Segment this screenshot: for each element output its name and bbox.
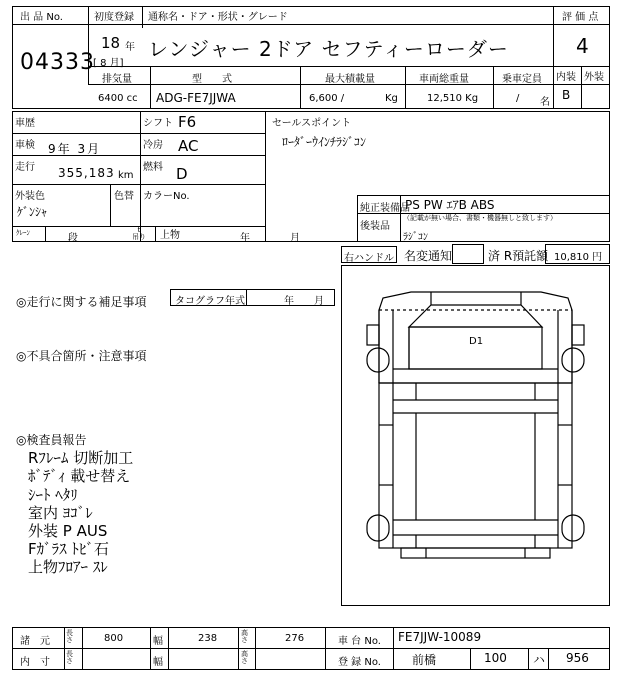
aftermarket-label: 後装品	[360, 221, 390, 232]
first-reg-label: 初度登録	[94, 12, 134, 23]
truck-top-view-diagram	[341, 265, 610, 606]
shift-value: F6	[178, 113, 197, 131]
driving-notes-label: ◎走行に関する補足事項	[16, 295, 147, 309]
capacity-label: 乗車定員	[502, 74, 542, 85]
tachograph-date: 年 月	[284, 296, 324, 307]
defects-label: ◎不具合箇所・注意事項	[16, 349, 147, 363]
mileage-label: 走行	[15, 162, 35, 173]
width-label: 幅	[153, 636, 163, 647]
grade-value: 4	[576, 34, 589, 58]
inspector-line: 上物ﾌﾛｱｰ ｽﾚ	[28, 558, 108, 576]
crane-hook: t 吊り	[132, 226, 146, 241]
inspection-label: 車検	[15, 140, 35, 151]
lot-no-label: 出 品 No.	[20, 12, 63, 23]
registration-label: 登 録 No.	[338, 657, 381, 668]
fuel-value: D	[176, 165, 188, 183]
color-code-label: カラーNo.	[143, 191, 190, 202]
inspector-line: ﾎﾞﾃﾞｨ 載せ替え	[28, 467, 131, 485]
inner-length-label: 長さ	[66, 650, 73, 665]
inspector-line: Fｶﾞﾗｽ ﾄﾋﾞ石	[28, 540, 109, 558]
history-label: 車歴	[15, 118, 35, 129]
max-load-value: 6,600 /	[309, 93, 345, 104]
inspector-line: Rﾌﾚｰﾑ 切断加工	[28, 449, 134, 467]
width-value: 238	[198, 633, 218, 644]
model-label: 型 式	[192, 74, 232, 85]
inspector-line: 外装 P AUS	[28, 522, 108, 540]
recycle-label: 済 R預託額	[488, 249, 549, 263]
lot-no-value: 04333	[20, 50, 95, 75]
length-label: 長さ	[66, 629, 73, 644]
inspector-report-label: ◎検査員報告	[16, 433, 87, 447]
chassis-value: FE7JJW-10089	[398, 630, 482, 644]
max-load-unit: Kg	[385, 93, 398, 104]
max-load-label: 最大積載量	[325, 74, 375, 85]
inner-width-label: 幅	[153, 657, 163, 668]
interior-grade: B	[562, 88, 571, 102]
dimensions-label: 諸 元	[20, 636, 50, 647]
shift-label: シフト	[143, 118, 173, 129]
registration-class: 100	[484, 651, 507, 665]
recycle-amount: 10,810 円	[554, 252, 603, 263]
sales-point-label: セールスポイント	[272, 118, 352, 129]
reg-year: 18	[101, 34, 121, 52]
color-label: 外装色	[15, 191, 45, 202]
interior-label: 内装	[556, 72, 576, 83]
inspection-value: 9年 3月	[48, 142, 102, 156]
inspector-line: 室内 ﾖｺﾞﾚ	[28, 504, 93, 522]
upholstery-label: 上物	[160, 230, 180, 241]
inner-dimensions-label: 内 寸	[20, 657, 50, 668]
aircon-value: AC	[178, 137, 199, 155]
crane-stage: 段	[68, 233, 78, 244]
capacity-unit: 名	[540, 97, 550, 108]
upholstery-date: 年 月	[240, 233, 300, 244]
mileage-value: 355,183	[58, 166, 115, 180]
aftermarket-note: （記載が無い場合、書類・機器無しと致します）	[403, 214, 557, 222]
exterior-label: 外装	[584, 72, 604, 83]
reg-month: [ 8 月]	[93, 58, 124, 69]
damage-mark-d1: D1	[469, 336, 484, 347]
mileage-unit: km	[118, 170, 134, 181]
name-change-label: 名変通知	[404, 249, 453, 263]
inspector-line: ｼｰﾄ ﾍﾀﾘ	[28, 486, 78, 504]
gross-weight-value: 12,510 Kg	[427, 93, 479, 104]
displacement-label: 排気量	[102, 74, 132, 85]
displacement-value: 6400 cc	[98, 93, 138, 104]
standard-equipment-label: 純正装備品	[360, 203, 410, 214]
height-value: 276	[285, 633, 305, 644]
aircon-label: 冷房	[143, 140, 163, 151]
reg-year-unit: 年	[125, 42, 135, 53]
crane-label: ｸﾚｰﾝ	[16, 229, 30, 237]
color-value: ｹﾞﾝｼｬ	[17, 205, 48, 219]
color-no-label: 色替	[114, 191, 134, 202]
name-change-box	[452, 244, 484, 264]
length-value: 800	[104, 633, 124, 644]
height-label: 高さ	[241, 629, 248, 644]
fuel-label: 燃料	[143, 162, 163, 173]
capacity-value: /	[516, 93, 520, 104]
steering-value: 右ハンドル	[344, 253, 394, 264]
tachograph-label: タコグラフ年式	[175, 296, 245, 307]
model-value: ADG-FE7JJWA	[156, 91, 236, 105]
gross-weight-label: 車両総重量	[419, 74, 469, 85]
registration-number: 956	[566, 651, 589, 665]
sales-point-text: ﾛｰﾀﾞｰｳｲﾝﾁﾗｼﾞｺﾝ	[282, 135, 367, 149]
registration-area: 前橋	[412, 653, 437, 667]
title-label: 通称名・ドア・形状・グレード	[148, 12, 288, 23]
grade-label: 評 価 点	[562, 12, 599, 23]
registration-kana: ハ	[533, 653, 546, 667]
standard-equipment-value: PS PW ｴｱB ABS	[405, 198, 495, 212]
aftermarket-value: ﾗｼﾞｺﾝ	[403, 232, 428, 243]
inner-height-label: 高さ	[241, 650, 248, 665]
chassis-label: 車 台 No.	[338, 636, 381, 647]
model-name: レンジャー 2ドア セフティーローダー	[148, 37, 509, 61]
